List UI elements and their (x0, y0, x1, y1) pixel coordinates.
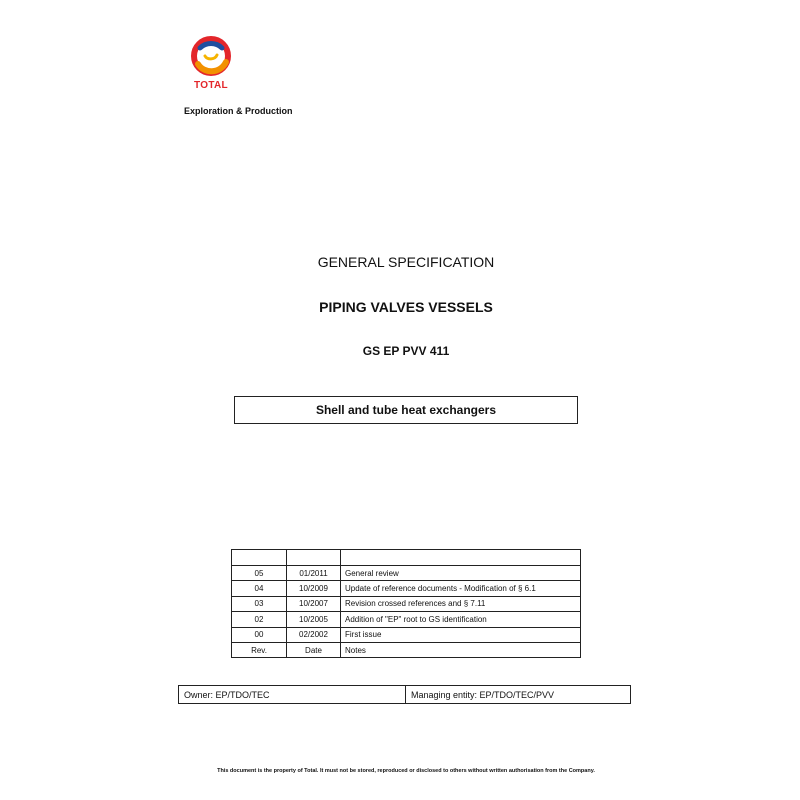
notes-cell: General review (341, 566, 581, 581)
date-cell: 10/2009 (287, 581, 341, 596)
date-cell: 02/2002 (287, 627, 341, 642)
notes-cell: First issue (341, 627, 581, 642)
subject-title: Shell and tube heat exchangers (315, 403, 497, 417)
revision-table (231, 549, 581, 658)
owner-label: Owner: EP/TDO/TEC (179, 686, 406, 703)
table-row-blank (232, 550, 581, 566)
total-logo-icon (188, 34, 234, 80)
managing-entity-label: Managing entity: EP/TDO/TEC/PVV (411, 689, 555, 700)
table-row (232, 612, 581, 627)
date-cell: 10/2007 (287, 596, 341, 611)
rev-cell: 02 (232, 612, 287, 627)
date-cell: 10/2005 (287, 612, 341, 627)
rev-cell: 05 (232, 566, 287, 581)
date-cell: 01/2011 (287, 566, 341, 581)
blank-cell (287, 550, 341, 566)
spec-code: GS EP PVV 411 (362, 344, 450, 358)
blank-cell (341, 550, 581, 566)
table-row (232, 581, 581, 596)
table-row (232, 566, 581, 581)
logo-wordmark: TOTAL (194, 80, 228, 91)
rev-cell: 04 (232, 581, 287, 596)
table-header-row (232, 642, 581, 657)
blank-cell (232, 550, 287, 566)
rev-cell: 03 (232, 596, 287, 611)
notes-cell: Revision crossed references and § 7.11 (341, 596, 581, 611)
notes-cell: Addition of "EP" root to GS identification (341, 612, 581, 627)
division-label: Exploration & Production (184, 106, 293, 116)
rev-header: Rev. (232, 642, 287, 657)
table-row (232, 627, 581, 642)
spec-type-heading: GENERAL SPECIFICATION (317, 254, 495, 270)
subject-box (234, 396, 578, 424)
spec-title: PIPING VALVES VESSELS (319, 299, 493, 315)
confidentiality-footer: This document is the property of Total. It must not be stored, reproduced or disclosed to others without written authorisation from the Company. (217, 768, 595, 774)
date-header: Date (287, 642, 341, 657)
notes-cell: Update of reference documents - Modification of § 6.1 (341, 581, 581, 596)
notes-header: Notes (341, 642, 581, 657)
rev-cell: 00 (232, 627, 287, 642)
ownership-bar (178, 685, 631, 704)
table-row (232, 596, 581, 611)
